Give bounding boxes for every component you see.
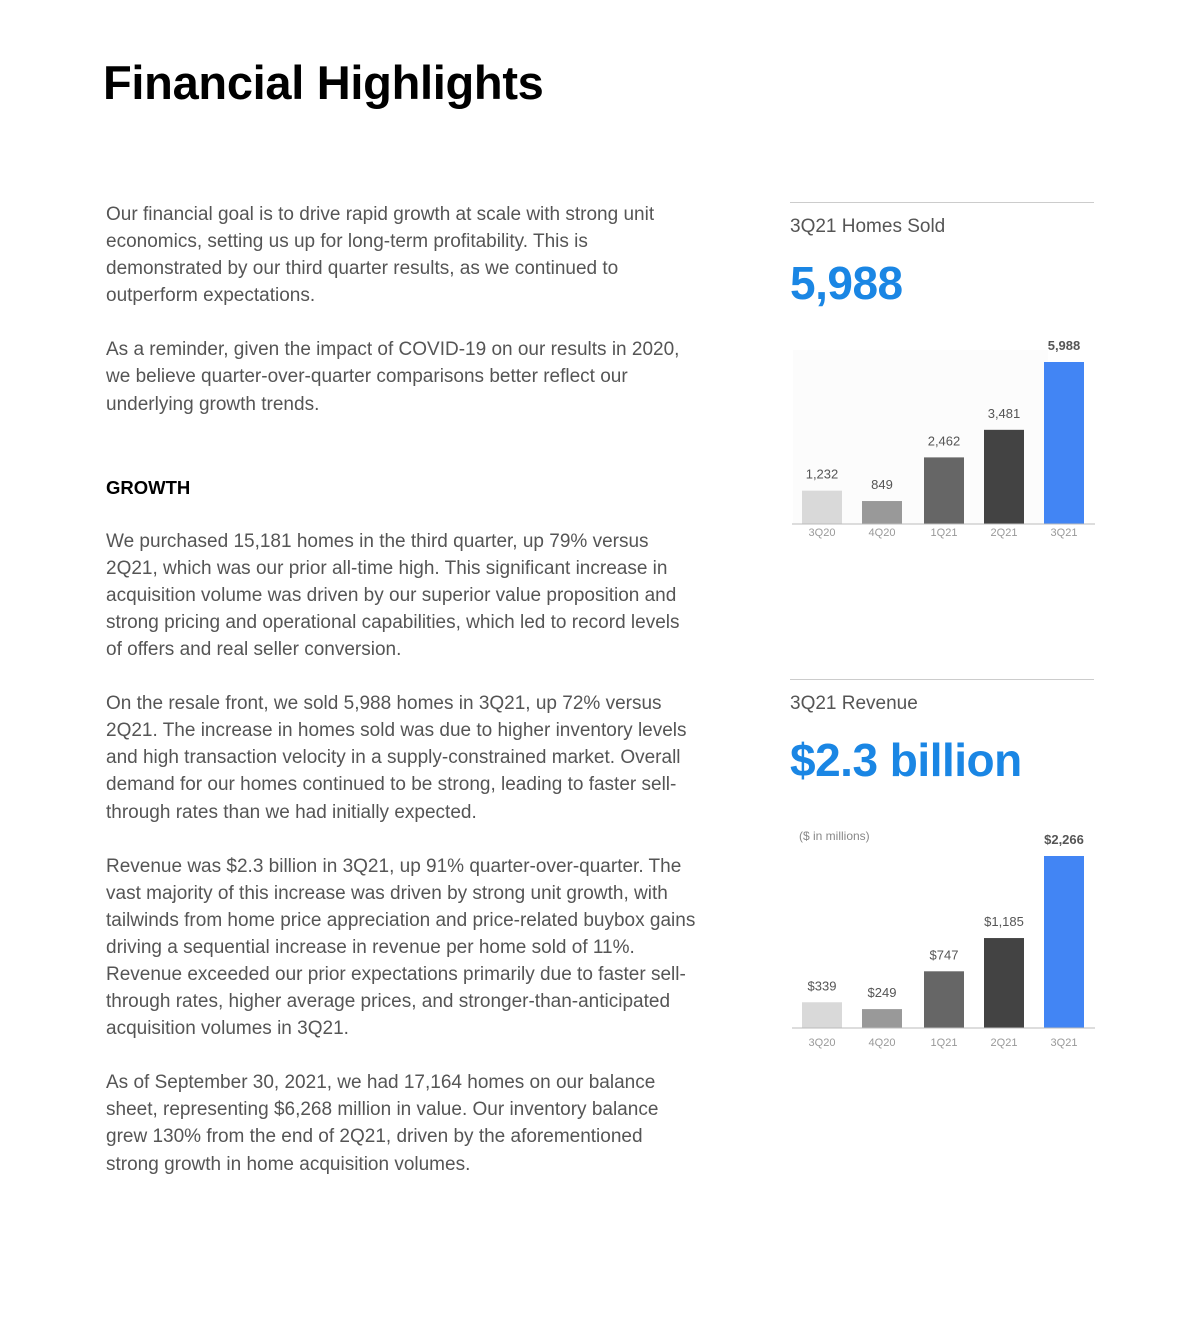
intro-paragraph: As a reminder, given the impact of COVID-19 on our results in 2020, we believe quarter-over-quarter comparisons better reflect our underlying growth trends.: [106, 339, 680, 415]
bar-3Q20: [802, 1002, 842, 1028]
bar-4Q20: [862, 1009, 902, 1028]
chart-unit-note: ($ in millions): [799, 829, 870, 843]
x-tick-4Q20: 4Q20: [868, 527, 896, 539]
x-tick-1Q21: 1Q21: [930, 1037, 958, 1049]
body-text-column: [106, 201, 696, 1178]
growth-paragraph: On the resale front, we sold 5,988 homes in 3Q21, up 72% versus 2Q21. The increase in homes sold was due to higher inventory levels and high transaction velocity in a supply-constrained market. Overall demand for our homes continued to be strong, leading to faster sell-through rates than we had initially expected.: [106, 693, 687, 823]
growth-heading: GROWTH: [106, 476, 191, 498]
panel-divider: [790, 679, 1094, 680]
x-tick-2Q21: 2Q21: [990, 1037, 1018, 1049]
revenue-value: $2.3 billion: [790, 734, 1022, 786]
x-tick-3Q21: 3Q21: [1050, 1037, 1078, 1049]
value-label-3Q21: 5,988: [1047, 338, 1081, 353]
page-title: Financial Highlights: [103, 56, 544, 109]
homes-sold-bar-chart: [790, 325, 1100, 545]
bar-1Q21: [924, 971, 964, 1028]
value-label-1Q21: $747: [929, 947, 959, 963]
revenue-label: 3Q21 Revenue: [790, 693, 918, 714]
growth-paragraph: Revenue was $2.3 billion in 3Q21, up 91% quarter-over-quarter. The vast majority of this increase was driven by strong unit growth, with tailwinds from home price appreciation and price-related buybox gains driving a sequential increase in revenue per home sold of 11%. Revenue exceeded our prior expectations primarily due to faster sell-through rates, higher average prices, and stronger-than-anticipated acquisition volumes in 3Q21.: [106, 855, 696, 1040]
value-label-3Q20: 1,232: [805, 466, 839, 482]
homes-sold-value: 5,988: [790, 257, 903, 309]
x-tick-3Q20: 3Q20: [808, 527, 836, 539]
value-label-3Q21: $2,266: [1044, 832, 1084, 847]
x-tick-3Q20: 3Q20: [808, 1037, 836, 1049]
value-label-4Q20: $249: [867, 985, 897, 1001]
x-tick-1Q21: 1Q21: [930, 527, 958, 539]
bar-2Q21: [984, 938, 1024, 1028]
value-label-1Q21: 2,462: [927, 433, 961, 449]
value-label-3Q20: $339: [807, 978, 837, 994]
x-tick-4Q20: 4Q20: [868, 1037, 896, 1049]
panel-divider: [790, 202, 1094, 203]
value-label-2Q21: $1,185: [984, 914, 1024, 930]
revenue-panel: [790, 679, 1094, 787]
growth-paragraph: As of September 30, 2021, we had 17,164 homes on our balance sheet, representing $6,268 million in value. Our inventory balance grew 130% from the end of 2Q21, driven by the aforementioned strong growth in home acquisition volumes.: [106, 1072, 659, 1175]
homes-sold-panel: [790, 202, 1094, 310]
value-label-4Q20: 849: [871, 477, 893, 493]
bar-4Q20: [862, 501, 902, 524]
value-label-2Q21: 3,481: [987, 405, 1021, 421]
x-tick-2Q21: 2Q21: [990, 527, 1018, 539]
bar-3Q21: [1044, 362, 1084, 524]
bar-1Q21: [924, 457, 964, 524]
x-tick-3Q21: 3Q21: [1050, 527, 1078, 539]
homes-sold-label: 3Q21 Homes Sold: [790, 216, 946, 237]
bar-3Q20: [802, 491, 842, 524]
bar-3Q21: [1044, 856, 1084, 1028]
revenue-bar-chart: [790, 820, 1100, 1060]
bar-2Q21: [984, 430, 1024, 524]
intro-paragraph: Our financial goal is to drive rapid growth at scale with strong unit economics, setting us up for long-term profitability. This is demonstrated by our third quarter results, as we continued to outperform expectations.: [106, 204, 655, 307]
growth-paragraph: We purchased 15,181 homes in the third quarter, up 79% versus 2Q21, which was our prior all-time high. This significant increase in acquisition volume was driven by our superior value proposition and strong pricing and operational capabilities, which led to record levels of offers and real seller conversion.: [106, 530, 680, 661]
